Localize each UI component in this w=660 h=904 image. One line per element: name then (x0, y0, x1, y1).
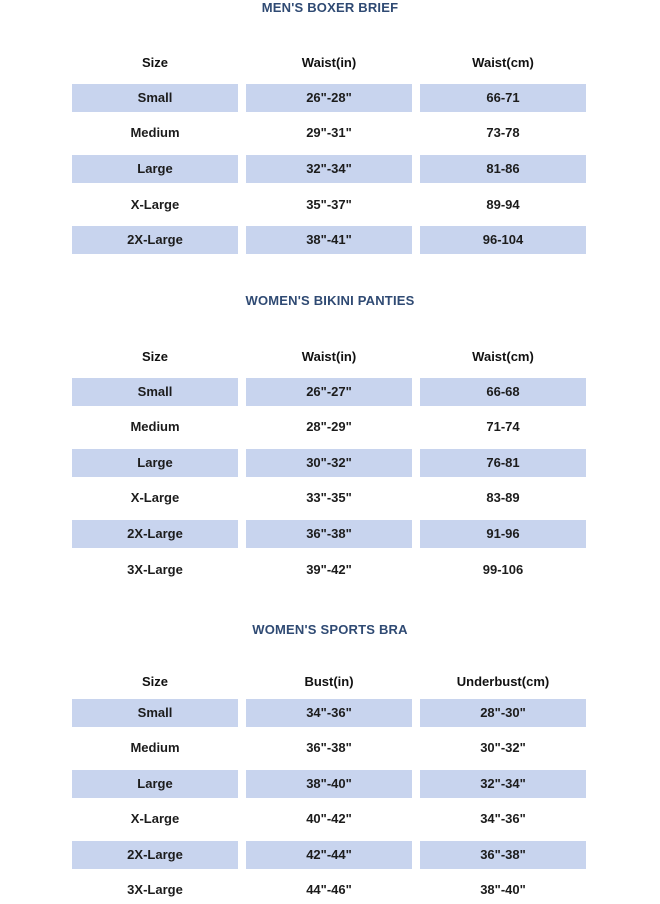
table-row (0, 413, 660, 441)
waist-cm-cell: 96-104 (420, 226, 586, 254)
table-header-row (0, 668, 660, 696)
size-cell: 2X-Large (72, 520, 238, 548)
header-size: Size (141, 349, 168, 364)
underbust-cm-cell: 32"-34" (420, 770, 586, 798)
table-row (0, 699, 660, 727)
waist-in-cell: 26"-27" (246, 378, 412, 406)
table-row (0, 84, 660, 112)
bust-in-cell: 38"-40" (246, 770, 412, 798)
waist-cm-cell: 99-106 (482, 562, 524, 577)
size-cell: 2X-Large (72, 226, 238, 254)
bust-in-cell: 40"-42" (306, 811, 352, 826)
waist-cm-cell: 76-81 (420, 449, 586, 477)
underbust-cm-cell: 28"-30" (420, 699, 586, 727)
size-cell: 2X-Large (72, 841, 238, 869)
waist-cm-cell: 83-89 (486, 490, 520, 505)
size-cell: Small (72, 699, 238, 727)
table-header-row (0, 343, 660, 371)
waist-in-cell: 29"-31" (306, 125, 352, 140)
waist-cm-cell: 66-68 (420, 378, 586, 406)
header-underbust-cm: Underbust(cm) (456, 674, 550, 689)
header-size: Size (141, 55, 168, 70)
table-row (0, 484, 660, 512)
waist-cm-cell: 73-78 (486, 125, 520, 140)
waist-cm-cell: 81-86 (420, 155, 586, 183)
size-cell: Large (72, 449, 238, 477)
waist-in-cell: 38"-41" (246, 226, 412, 254)
header-waist-in: Waist(in) (301, 349, 357, 364)
size-cell: Medium (130, 419, 180, 434)
table-row (0, 734, 660, 762)
table-row (0, 520, 660, 548)
waist-cm-cell: 71-74 (486, 419, 520, 434)
size-cell: X-Large (130, 811, 180, 826)
header-waist-in: Waist(in) (301, 55, 357, 70)
table-row (0, 119, 660, 147)
underbust-cm-cell: 36"-38" (420, 841, 586, 869)
header-waist-cm: Waist(cm) (472, 55, 534, 70)
header-size: Size (141, 674, 168, 689)
waist-in-cell: 35"-37" (306, 197, 352, 212)
header-waist-cm: Waist(cm) (472, 349, 534, 364)
mens-boxer-brief-title: MEN'S BOXER BRIEF (261, 0, 399, 15)
bust-in-cell: 42"-44" (246, 841, 412, 869)
table-row (0, 155, 660, 183)
table-row (0, 556, 660, 584)
size-cell: Large (72, 770, 238, 798)
underbust-cm-cell: 34"-36" (480, 811, 526, 826)
table-header-row (0, 49, 660, 77)
table-row (0, 770, 660, 798)
bust-in-cell: 36"-38" (306, 740, 352, 755)
size-cell: 3X-Large (127, 882, 183, 897)
table-row (0, 378, 660, 406)
size-cell: 3X-Large (127, 562, 183, 577)
waist-in-cell: 39"-42" (306, 562, 352, 577)
waist-in-cell: 36"-38" (246, 520, 412, 548)
underbust-cm-cell: 38"-40" (480, 882, 526, 897)
size-cell: Large (72, 155, 238, 183)
underbust-cm-cell: 30"-32" (480, 740, 526, 755)
waist-in-cell: 30"-32" (246, 449, 412, 477)
waist-cm-cell: 91-96 (420, 520, 586, 548)
waist-cm-cell: 89-94 (486, 197, 520, 212)
table-row (0, 191, 660, 219)
size-cell: Small (72, 84, 238, 112)
table-row (0, 226, 660, 254)
header-bust-in: Bust(in) (304, 674, 354, 689)
waist-in-cell: 33"-35" (306, 490, 352, 505)
size-cell: Medium (130, 740, 180, 755)
table-row (0, 449, 660, 477)
size-cell: X-Large (130, 197, 180, 212)
waist-in-cell: 32"-34" (246, 155, 412, 183)
waist-cm-cell: 66-71 (420, 84, 586, 112)
size-cell: X-Large (130, 490, 180, 505)
womens-sports-bra-title: WOMEN'S SPORTS BRA (252, 622, 408, 637)
bust-in-cell: 34"-36" (246, 699, 412, 727)
womens-bikini-panties-title: WOMEN'S BIKINI PANTIES (245, 293, 415, 308)
table-row (0, 841, 660, 869)
size-cell: Medium (130, 125, 180, 140)
size-cell: Small (72, 378, 238, 406)
bust-in-cell: 44"-46" (306, 882, 352, 897)
waist-in-cell: 28"-29" (306, 419, 352, 434)
waist-in-cell: 26"-28" (246, 84, 412, 112)
table-row (0, 805, 660, 833)
